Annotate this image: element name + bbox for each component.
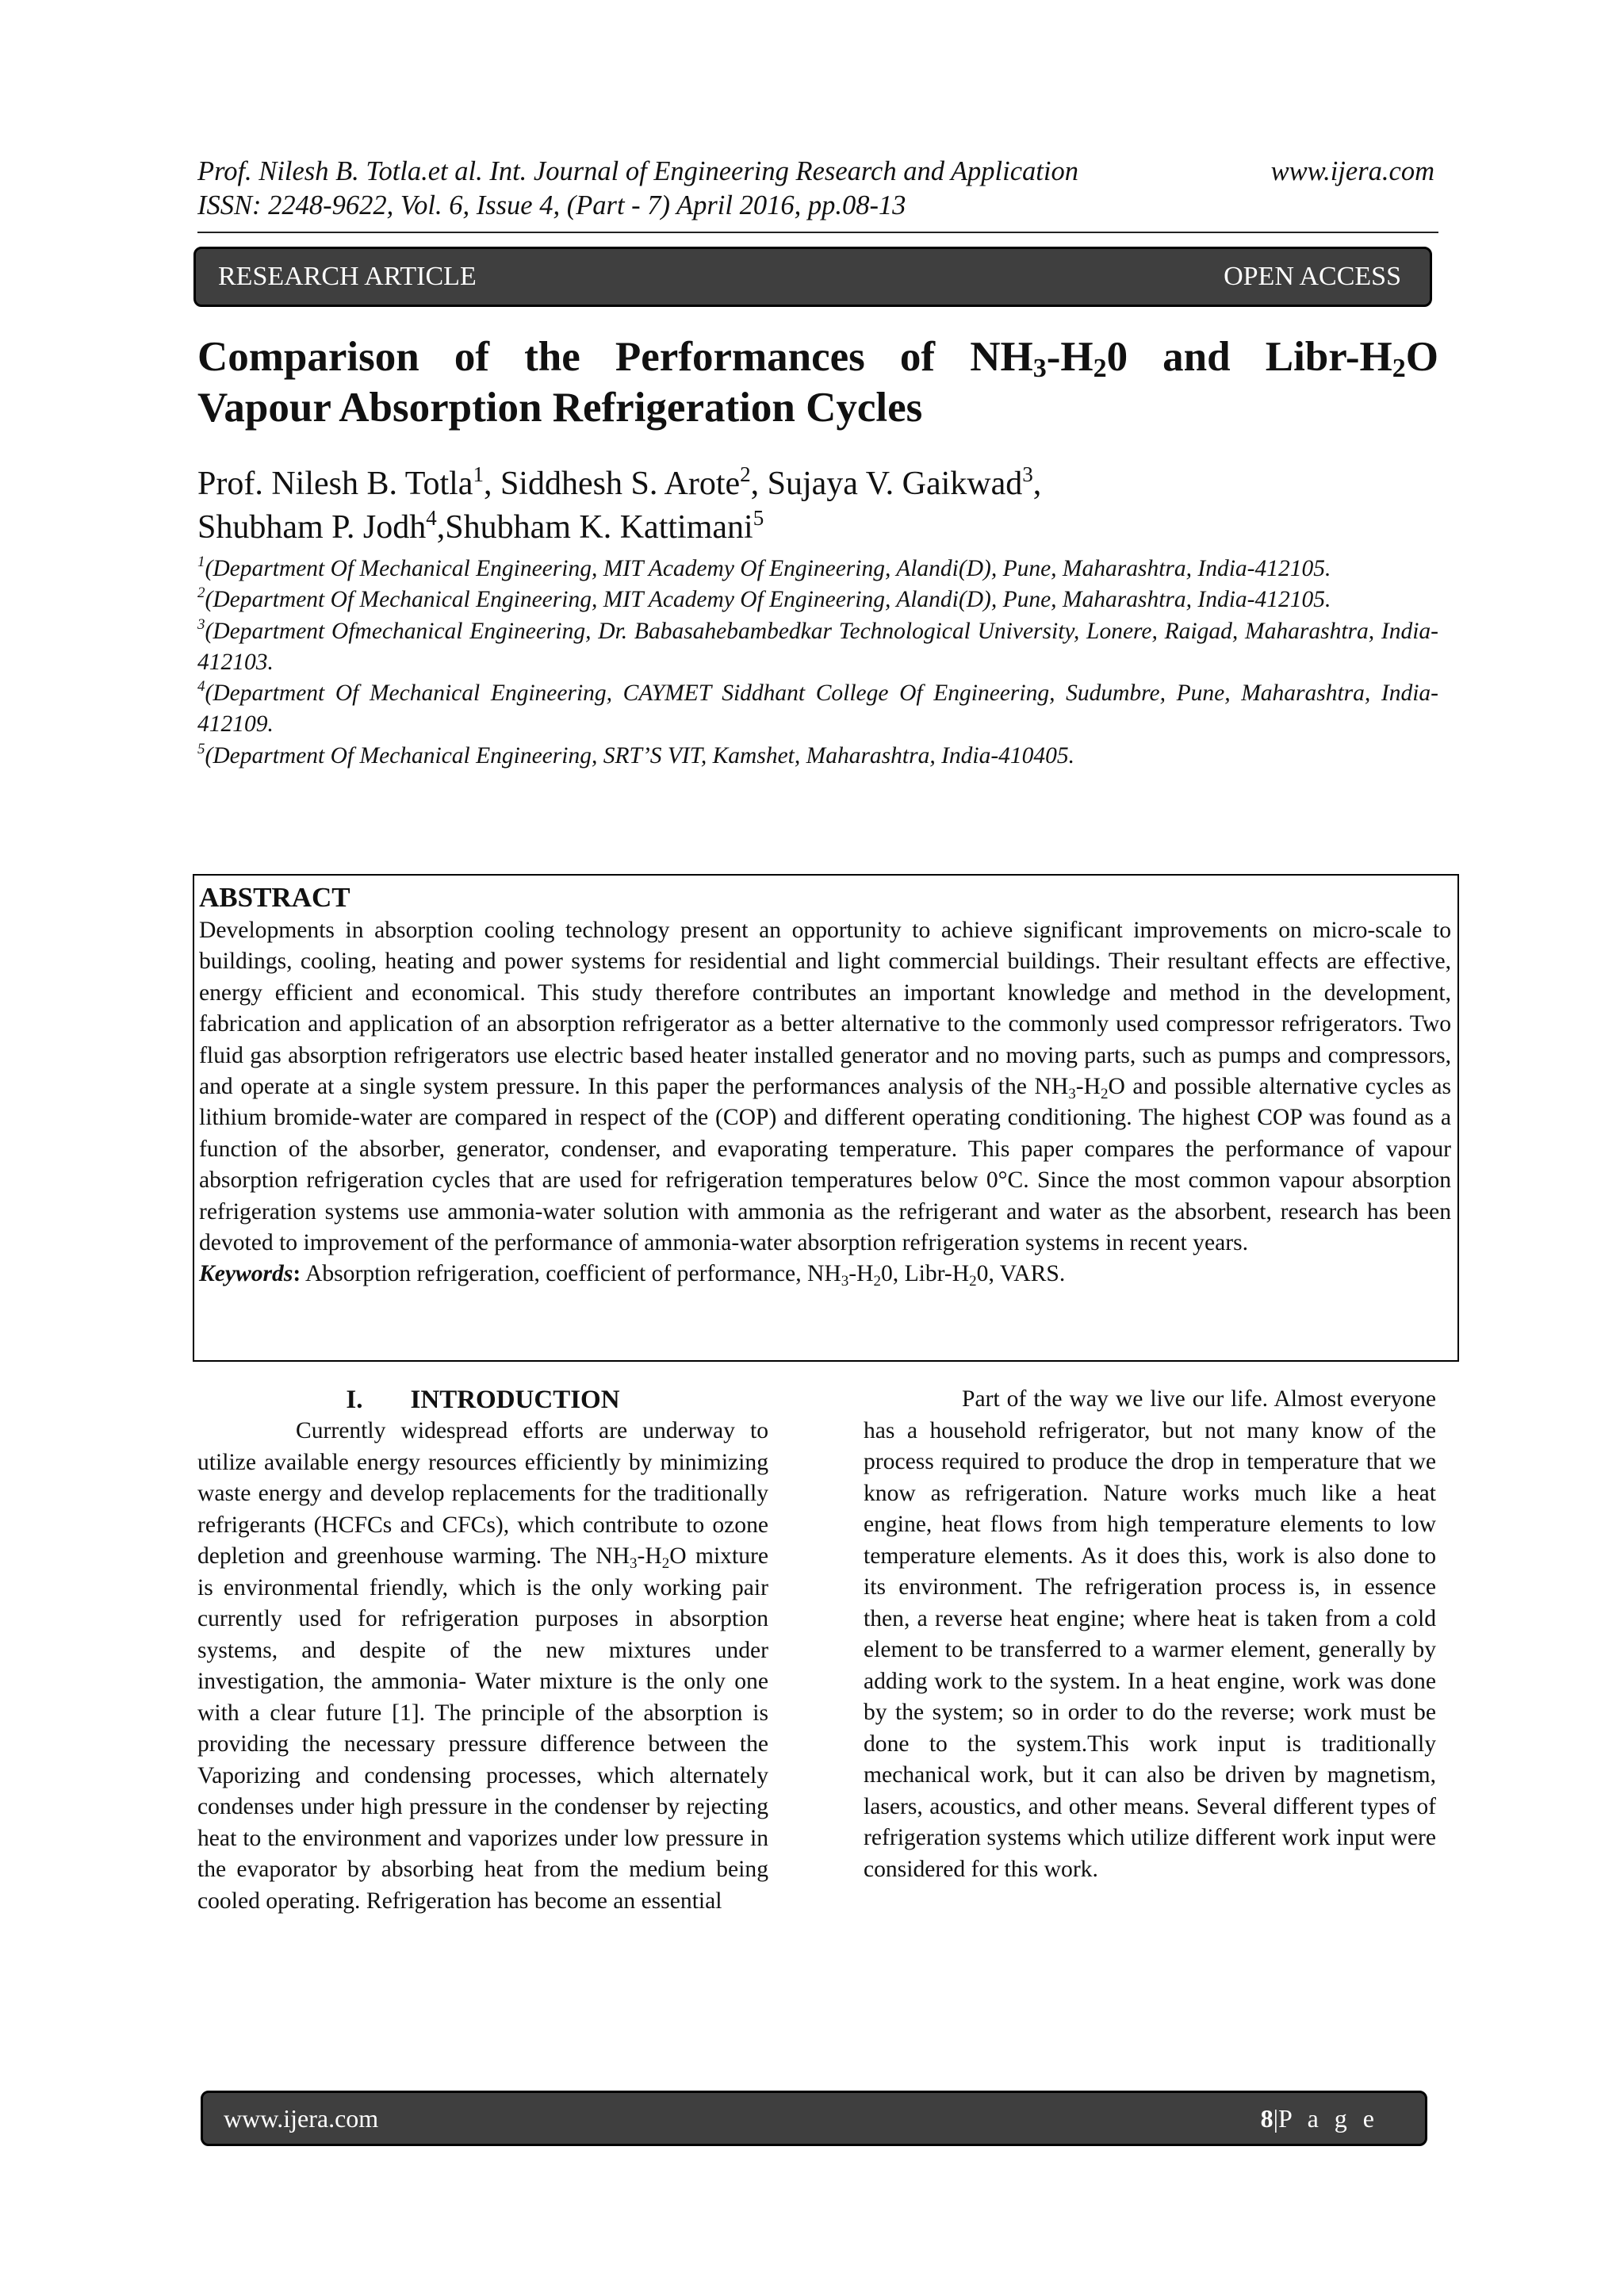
abstract-heading: ABSTRACT [199, 882, 350, 913]
paper-title [197, 332, 1438, 433]
journal-citation: Prof. Nilesh B. Totla.et al. Int. Journal of Engineering Research and Application [197, 156, 1078, 186]
keywords-label: Keywords [199, 1261, 293, 1287]
abstract-text: Developments in absorption cooling technology present an opportunity to achieve significant improvements on micro-scale to buildings, cooling, heating and power systems for residential and light commercial buildings. Their resultant effects are effective, energy efficient and economical. This study therefore contributes an important knowledge and method in the development, fabrication and application of an absorption refrigerator as a better alternative to the commonly used compressor refrigerators. Two fluid gas absorption refrigerators use electric based heater installed generator and no moving parts, such as pumps and compressors, and operate at a single system pressure. In this paper the performances analysis of the $NH_3-H_2O$ and possible alternative cycles as lithium bromide-water are compared in respect of the (COP) and different operating conditioning. The highest COP was found as a function of the absorber, generator, condenser, and evaporating temperature. This paper compares the performance of vapour absorption refrigeration cycles that are used for refrigeration temperatures below 0°C. Since the most common vapour absorption refrigeration systems use ammonia-water solution with ammonia as the refrigerant and water as the absorbent, research has been devoted to improvement of the performance of ammonia-water absorption refrigeration systems in recent years. [199, 918, 1451, 1256]
article-type-label: RESEARCH ARTICLE [218, 262, 477, 291]
left-column [197, 1384, 768, 1917]
page-number: 8|P a g e [1260, 2103, 1379, 2133]
right-column [864, 1384, 1436, 1885]
footer-bar [201, 2091, 1427, 2146]
affiliation-item: $^2$(Department Of Mechanical Engineering, MIT Academy Of Engineering, Alandi(D), Pune, Maharashtra, India-412105. [197, 585, 1331, 613]
title-formula-libr-h2o: Libr-$H_2O$ [1265, 334, 1438, 383]
title-formula-nh3-h2o: $NH_3-H_20$ [970, 334, 1128, 383]
header-rule [197, 232, 1438, 233]
title-word: of [899, 334, 936, 380]
intro-paragraph-1: Currently widespread efforts are underway to utilize available energy resources efficiently by minimizing waste energy and develop replacements for the traditionally refrigerants (HCFCs and CFCs), which contribute to ozone depletion and greenhouse warming. The $NH_3-H_2O$ mixture is environmental friendly, which is the only working pair currently used for refrigeration purposes in absorption systems, and despite of the new mixtures under investigation, the ammonia- Water mixture is the only one with a clear future [1]. The principle of the absorption is providing the necessary pressure difference between the Vaporizing and condensing processes, which alternately condenses under high pressure in the condenser by rejecting heat to the environment and vaporizes under low pressure in the evaporator by absorbing heat from the medium being cooled operating. Refrigeration has become an essential [197, 1418, 768, 1914]
footer-url[interactable]: www.ijera.com [224, 2103, 379, 2133]
affiliations [197, 554, 1438, 772]
intro-paragraph-2: Part of the way we live our life. Almost everyone has a household refrigerator, but not many know of the process required to produce the drop in temperature that we know as refrigeration. Nature works much like a heat engine, heat flows from high temperature elements to low temperature elements. As it does this, work is also done to its environment. The refrigeration process is, in essence then, a reverse heat engine; where heat is taken from a cold element to be transferred to a warmer element, generally by adding work to the system. In a heat engine, work was done by the system; so in order to do the reverse; work must be done to the system.This work input is traditionally mechanical work, but it can also be driven by magnetism, lasers, acoustics, and other means. Several different types of refrigeration systems which utilize different work input were considered for this work. [864, 1386, 1436, 1882]
title-word: the [524, 334, 580, 380]
access-type-label: OPEN ACCESS [1224, 262, 1401, 291]
section-heading-introduction: I. INTRODUCTION [346, 1386, 620, 1414]
article-type-bar [193, 247, 1432, 307]
author-list: Prof. Nilesh B. Totla$^1$, Siddhesh S. Arote$^2$, Sujaya V. Gaikwad$^3$, Shubham P. Jodh$^4$,Shubham K. Kattimani$^5$ [197, 462, 1042, 546]
title-word: of [454, 334, 490, 380]
journal-url[interactable]: www.ijera.com [1270, 156, 1434, 186]
affiliation-item: $^4$(Department Of Mechanical Engineering, CAYMET Siddhant College Of Engineering, Sudumbre, Pune, Maharashtra, India-412109. [197, 678, 1438, 738]
affiliation-item: $^1$(Department Of Mechanical Engineering, MIT Academy Of Engineering, Alandi(D), Pune, Maharashtra, India-412105. [197, 554, 1331, 581]
title-word: Performances [615, 334, 865, 380]
affiliation-item: $^5$(Department Of Mechanical Engineering, SRT’S VIT, Kamshet, Maharashtra, India-410405. [197, 740, 1075, 769]
abstract-box [193, 874, 1459, 1362]
title-word: Comparison [197, 334, 419, 380]
title-word: and [1162, 334, 1231, 380]
keywords-line: Keywords: Absorption refrigeration, coefficient of performance, $NH_3-H_20$, Libr-$H_20$, VARS. [199, 1261, 1066, 1290]
issn-line: ISSN: 2248-9622, Vol. 6, Issue 4, (Part - 7) April 2016, pp.08-13 [197, 190, 906, 220]
title-line-2: Vapour Absorption Refrigeration Cycles [197, 385, 923, 431]
running-head [197, 155, 1434, 223]
affiliation-item: $^3$(Department Ofmechanical Engineering, Dr. Babasahebambedkar Technological University, Lonere, Raigad, Maharashtra, India-412103. [197, 615, 1438, 675]
